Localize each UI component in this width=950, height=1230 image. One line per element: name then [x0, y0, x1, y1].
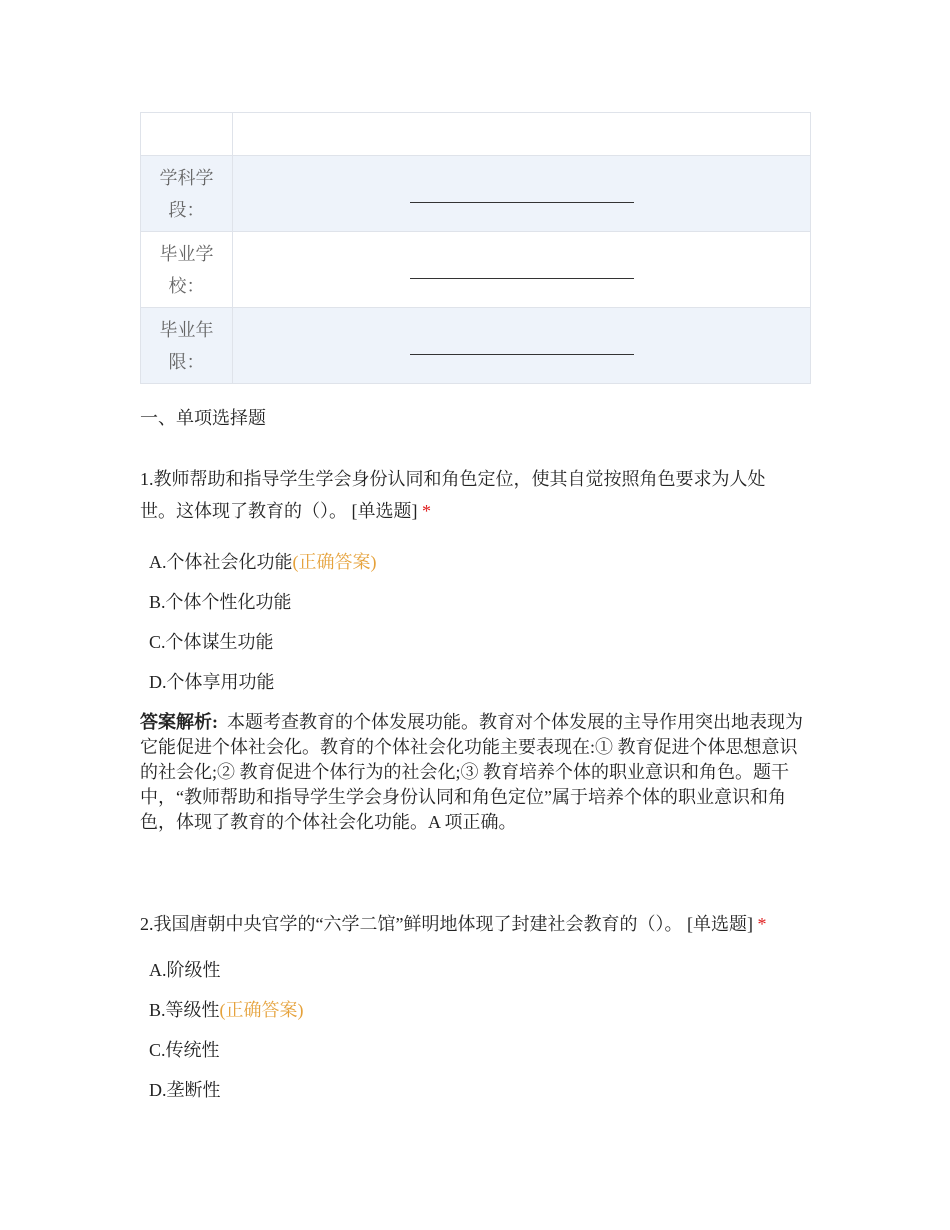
question-1-option-b[interactable]	[149, 590, 292, 614]
required-mark: *	[757, 914, 767, 934]
info-table	[140, 112, 811, 384]
option-label: D.个体享用功能	[149, 672, 275, 692]
info-row-years	[141, 308, 811, 384]
analysis-text: 本题考查教育的个体发展功能。教育对个体发展的主导作用突出地表现为它能促进个体社会化。教育的个体社会化功能主要表现在:① 教育促进个体思想意识的社会化;② 教育促进个体行为的社会化;③ 教育培养个体的职业意识和角色。题干中，“教师帮助和指导学生学会身份认同和角色定位”属于培养个体的职业意识和角色，体现了教育的个体社会化功能。A 项正确。	[140, 712, 803, 832]
info-row-school	[141, 232, 811, 308]
years-label	[141, 308, 233, 384]
fill-blank-line	[410, 342, 634, 355]
correct-answer-tag: (正确答案)	[219, 1000, 304, 1020]
question-1-option-d[interactable]	[149, 670, 275, 694]
option-label: C.传统性	[149, 1040, 220, 1060]
question-1-option-a[interactable]	[149, 550, 377, 574]
option-label: B.等级性	[149, 1000, 220, 1020]
question-2-stem: 2.我国唐朝中央官学的“六学二馆”鲜明地体现了封建社会教育的（）。 [单选题]	[140, 914, 753, 934]
school-value-field[interactable]	[233, 232, 811, 308]
header-value-cell	[233, 113, 811, 156]
question-1-option-c[interactable]	[149, 630, 274, 654]
info-table-header-row	[141, 113, 811, 156]
correct-answer-tag: (正确答案)	[292, 552, 377, 572]
school-label-line1: 毕业学	[159, 243, 214, 264]
school-label	[141, 232, 233, 308]
question-1-stem: 1.教师帮助和指导学生学会身份认同和角色定位，使其自觉按照角色要求为人处世。这体现了教育的（）。 [单选题]	[140, 469, 766, 521]
years-label-line1: 毕业年	[159, 319, 214, 340]
info-row-subject	[141, 156, 811, 232]
years-value-field[interactable]	[233, 308, 811, 384]
school-label-line2: 校：	[168, 275, 205, 296]
years-label-line2: 限：	[168, 351, 205, 372]
header-label-cell	[141, 113, 233, 156]
question-2-option-b[interactable]	[149, 998, 304, 1022]
question-2-text	[140, 908, 800, 940]
subject-label-line1: 学科学	[159, 167, 214, 188]
fill-blank-line	[410, 190, 634, 203]
option-label: D.垄断性	[149, 1080, 221, 1100]
fill-blank-line	[410, 266, 634, 279]
analysis-heading: 答案解析:	[140, 712, 218, 732]
question-2-option-d[interactable]	[149, 1078, 221, 1102]
option-label: C.个体谋生功能	[149, 632, 274, 652]
question-2-option-a[interactable]	[149, 958, 221, 982]
subject-label	[141, 156, 233, 232]
question-1-text	[140, 463, 800, 527]
subject-value-field[interactable]	[233, 156, 811, 232]
subject-label-line2: 段：	[168, 199, 205, 220]
option-label: A.阶级性	[149, 960, 221, 980]
section-title: 一、单项选择题	[140, 408, 266, 428]
option-label: A.个体社会化功能	[149, 552, 293, 572]
option-label: B.个体个性化功能	[149, 592, 292, 612]
question-2-option-c[interactable]	[149, 1038, 220, 1062]
required-mark: *	[422, 501, 431, 521]
question-1-analysis	[140, 710, 812, 835]
